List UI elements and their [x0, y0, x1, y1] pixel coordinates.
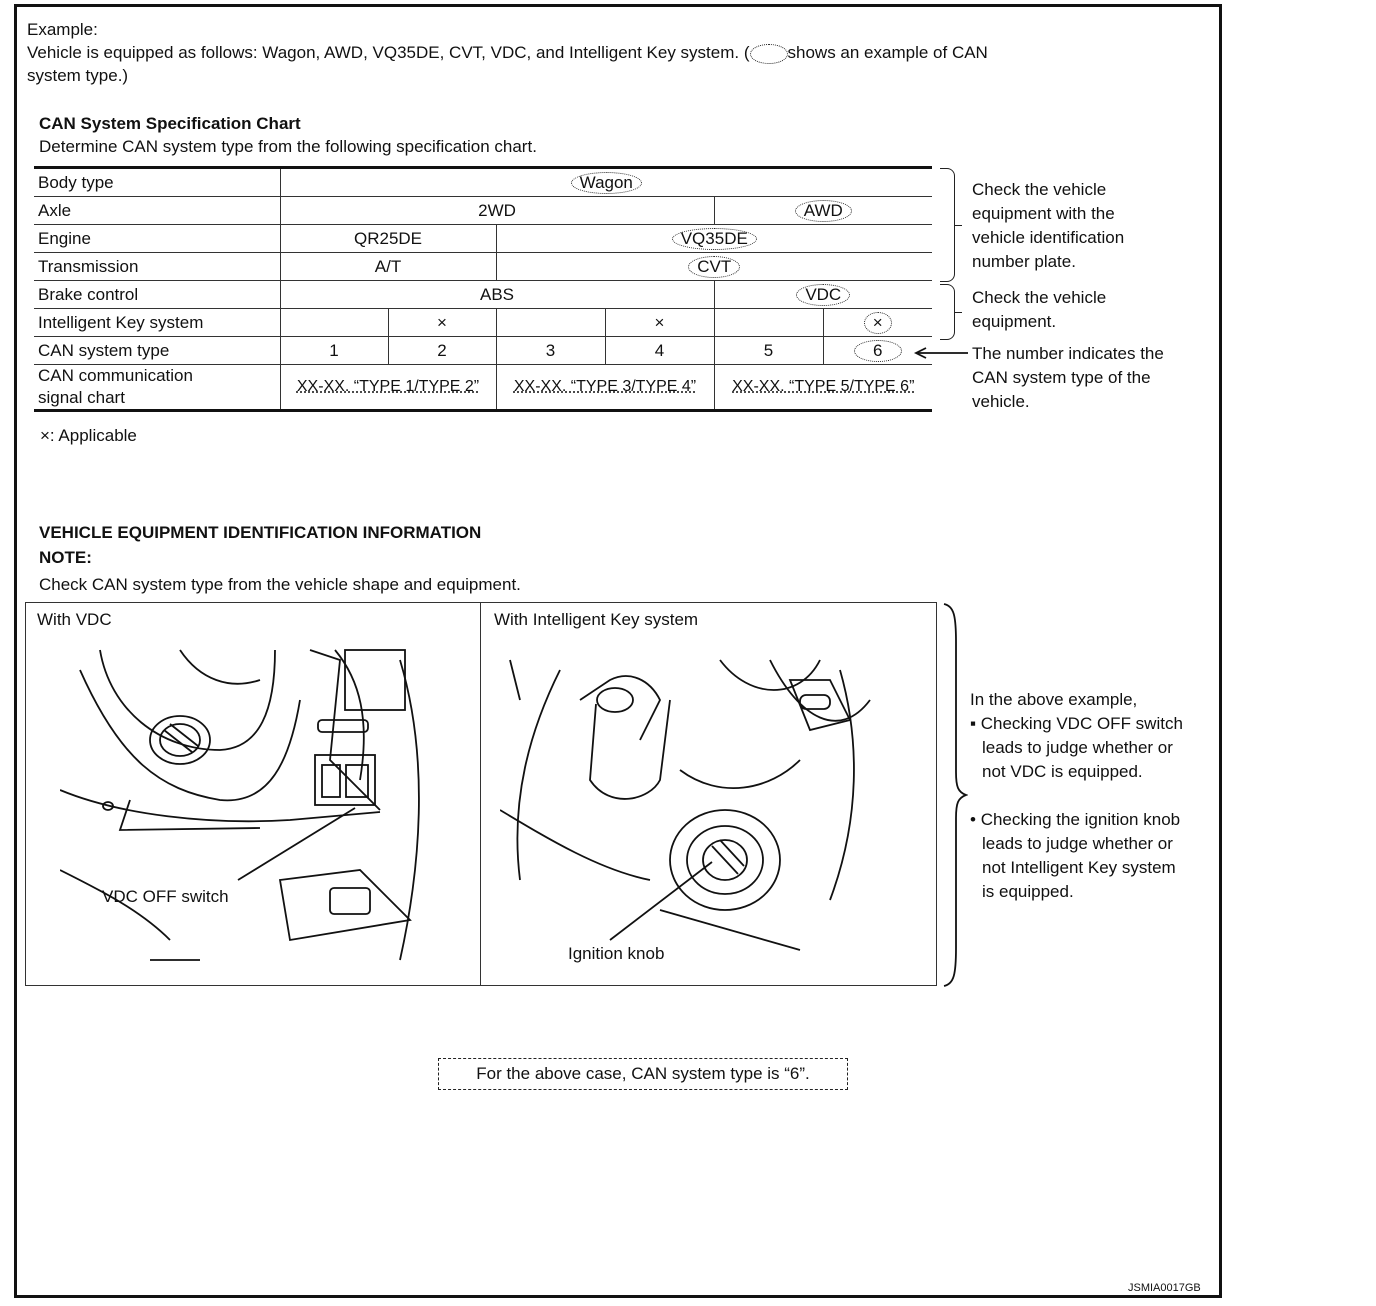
table-row — [34, 197, 932, 225]
note-label: NOTE: — [39, 548, 92, 567]
can-type-cell: 1 — [280, 337, 388, 365]
example-line-2: system type.) — [27, 66, 129, 85]
vdc-dashboard-illustration — [60, 640, 470, 970]
table-cell: VQ35DE — [496, 225, 932, 253]
can-type-cell: 3 — [496, 337, 605, 365]
example-line-1: Vehicle is equipped as follows: Wagon, AWD, VQ35DE, CVT, VDC, and Intelligent Key system. ( shows an example of CAN — [27, 43, 988, 62]
table-cell — [714, 309, 823, 337]
table-cell: ABS — [280, 281, 714, 309]
row-label: Body type — [34, 168, 280, 197]
can-type-cell: 5 — [714, 337, 823, 365]
panel-right-title: With Intelligent Key system — [494, 610, 699, 629]
table-cell: Wagon — [280, 168, 932, 197]
row-label: Brake control — [34, 281, 280, 309]
oval-example-icon — [750, 44, 788, 64]
example-heading: Example: — [27, 20, 98, 39]
applicable-mark: × — [823, 309, 932, 337]
bracket-equipment — [940, 284, 955, 340]
table-cell: XX-XX. “TYPE 1/TYPE 2” — [280, 365, 496, 411]
table-cell: AWD — [714, 197, 932, 225]
row-label: CAN communication signal chart — [34, 365, 280, 411]
table-cell: XX-XX. “TYPE 5/TYPE 6” — [714, 365, 932, 411]
table-cell: VDC — [714, 281, 932, 309]
table-row — [34, 253, 932, 281]
applicable-mark: × — [388, 309, 496, 337]
table-cell: 2WD — [280, 197, 714, 225]
row-label: CAN system type — [34, 337, 280, 365]
table-cell — [280, 309, 388, 337]
ignition-knob-callout: Ignition knob — [568, 944, 665, 963]
note-equipment: Check the vehicle equipment. — [972, 288, 1107, 331]
can-type-cell: 2 — [388, 337, 496, 365]
ignition-illustration — [500, 640, 930, 970]
can-spec-table — [34, 166, 932, 412]
table-cell — [496, 309, 605, 337]
figure-code: JSMIA0017GB — [1128, 1282, 1201, 1294]
table-row — [34, 225, 932, 253]
table-row — [34, 309, 932, 337]
applicable-mark: × — [605, 309, 714, 337]
note-number: The number indicates the CAN system type of the vehicle. — [972, 344, 1164, 411]
table-row — [34, 281, 932, 309]
panel-left-title: With VDC — [37, 610, 112, 629]
can-type-cell: 6 — [823, 337, 932, 365]
table-row — [34, 337, 932, 365]
chart-subtitle: Determine CAN system type from the following specification chart. — [39, 137, 537, 156]
row-label: Intelligent Key system — [34, 309, 280, 337]
panel-divider — [480, 603, 481, 985]
row-label: Transmission — [34, 253, 280, 281]
table-row — [34, 168, 932, 197]
identification-title: VEHICLE EQUIPMENT IDENTIFICATION INFORMATION — [39, 523, 482, 542]
row-label: Axle — [34, 197, 280, 225]
conclusion-box: For the above case, CAN system type is “6”. — [438, 1058, 848, 1090]
table-cell: XX-XX. “TYPE 3/TYPE 4” — [496, 365, 714, 411]
table-row — [34, 365, 932, 411]
row-label: Engine — [34, 225, 280, 253]
table-cell: CVT — [496, 253, 932, 281]
brace-icon — [940, 602, 968, 988]
note-text: Check CAN system type from the vehicle shape and equipment. — [39, 575, 521, 594]
table-cell: QR25DE — [280, 225, 496, 253]
note-plate: Check the vehicle equipment with the vehicle identification number plate. — [972, 180, 1125, 271]
legend: ×: Applicable — [40, 426, 137, 445]
chart-title: CAN System Specification Chart — [39, 114, 301, 133]
bracket-plate — [940, 168, 955, 282]
side-notes: In the above example, ▪ Checking VDC OFF switch leads to judge whether or not VDC is equipped. • Checking the ignition knob leads to judge whether or not Intelligent Key system is equipped. — [970, 690, 1183, 901]
table-cell: A/T — [280, 253, 496, 281]
arrow-left-icon — [912, 346, 972, 360]
can-type-cell: 4 — [605, 337, 714, 365]
vdc-off-switch-callout: VDC OFF switch — [102, 887, 229, 906]
